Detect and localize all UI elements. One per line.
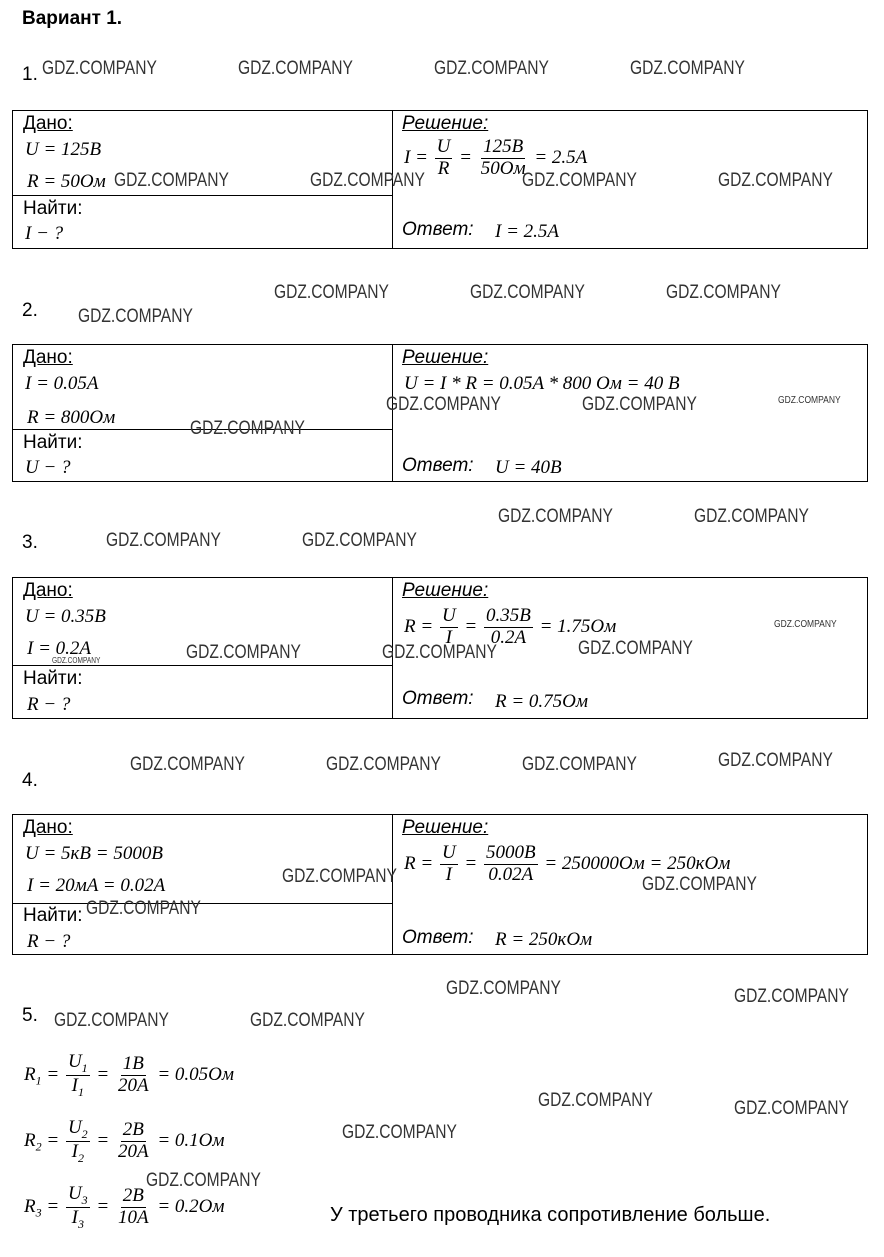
watermark-text: GDZ.COMPANY [250, 1010, 365, 1031]
conclusion-text: У третьего проводника сопротивление больше. [330, 1204, 771, 1226]
watermark-text: GDZ.COMPANY [734, 986, 849, 1007]
given-value: U = 0.35B [25, 606, 106, 627]
watermark-text: GDZ.COMPANY [694, 506, 809, 527]
solution-label: Решение: [402, 113, 489, 134]
solution-formula: U = I * R = 0.05A * 800 Ом = 40 В [404, 373, 680, 394]
answer-label: Ответ: [402, 927, 474, 948]
watermark-text: GDZ.COMPANY [522, 170, 637, 191]
solution-formula: I = $\frac{U}{R}$ = $\frac{125B}{50Ом}$ = 2.5A [404, 136, 588, 179]
watermark-text: GDZ.COMPANY [54, 1010, 169, 1031]
watermark-text: GDZ.COMPANY [386, 394, 501, 415]
find-label: Найти: [23, 198, 83, 219]
answer-label: Ответ: [402, 455, 474, 476]
watermark-text: GDZ.COMPANY [282, 866, 397, 887]
watermark-text: GDZ.COMPANY [522, 754, 637, 775]
watermark-text: GDZ.COMPANY [630, 58, 745, 79]
given-label: Дано: [23, 113, 73, 134]
watermark-text: GDZ.COMPANY [578, 638, 693, 659]
watermark-text: GDZ.COMPANY [274, 282, 389, 303]
problem-5-number: 5. [22, 1005, 38, 1026]
problem-2-number: 2. [22, 300, 38, 321]
formula-r2: $R_2$ = $\frac{U_2}{I_2}$ = $\frac{2B}{20A}$ = 0.1Ом [24, 1117, 225, 1165]
formula-r3: $R_3$ = $\frac{U_3}{I_3}$ = $\frac{2B}{10A}$ = 0.2Ом [24, 1183, 225, 1231]
watermark-text: GDZ.COMPANY [382, 642, 497, 663]
page-title: Вариант 1. [22, 8, 123, 29]
watermark-text: GDZ.COMPANY [186, 642, 301, 663]
find-value: R − ? [27, 694, 71, 715]
given-value: I = 0.05A [25, 373, 99, 394]
watermark-text: GDZ.COMPANY [190, 418, 305, 439]
find-label: Найти: [23, 432, 83, 453]
solution-label: Решение: [402, 817, 489, 838]
watermark-text: GDZ.COMPANY [718, 170, 833, 191]
solution-formula: R = $\frac{U}{I}$ = $\frac{5000B}{0.02A}$ = 250000Ом = 250кОм [404, 842, 731, 885]
watermark-text: GDZ.COMPANY [310, 170, 425, 191]
watermark-text: GDZ.COMPANY [326, 754, 441, 775]
given-label: Дано: [23, 817, 73, 838]
watermark-text: GDZ.COMPANY [106, 530, 221, 551]
find-value: U − ? [25, 457, 71, 478]
given-value: U = 5кB = 5000B [25, 843, 163, 864]
watermark-text: GDZ.COMPANY [498, 506, 613, 527]
answer-label: Ответ: [402, 219, 474, 240]
watermark-text: GDZ.COMPANY [130, 754, 245, 775]
given-value: R = 50Ом [27, 171, 106, 192]
watermark-text: GDZ.COMPANY [114, 170, 229, 191]
watermark-text: GDZ.COMPANY [52, 656, 101, 665]
watermark-text: GDZ.COMPANY [238, 58, 353, 79]
problem-4-number: 4. [22, 770, 38, 791]
watermark-text: GDZ.COMPANY [666, 282, 781, 303]
answer-label: Ответ: [402, 688, 474, 709]
formula-r1: $R_1$ = $\frac{U_1}{I_1}$ = $\frac{1B}{20A}$ = 0.05Ом [24, 1051, 235, 1099]
given-label: Дано: [23, 580, 73, 601]
watermark-text: GDZ.COMPANY [342, 1122, 457, 1143]
watermark-text: GDZ.COMPANY [42, 58, 157, 79]
given-value: R = 800Ом [27, 407, 116, 428]
solution-label: Решение: [402, 347, 489, 368]
answer-value: R = 250кОм [495, 929, 593, 950]
solution-label: Решение: [402, 580, 489, 601]
given-value: I = 0.2A [27, 638, 92, 659]
given-label: Дано: [23, 347, 73, 368]
watermark-text: GDZ.COMPANY [582, 394, 697, 415]
find-value: R − ? [27, 931, 71, 952]
watermark-text: GDZ.COMPANY [434, 58, 549, 79]
watermark-text: GDZ.COMPANY [734, 1098, 849, 1119]
watermark-text: GDZ.COMPANY [146, 1170, 261, 1191]
answer-value: U = 40B [495, 457, 562, 478]
watermark-text: GDZ.COMPANY [774, 619, 837, 630]
watermark-text: GDZ.COMPANY [470, 282, 585, 303]
watermark-text: GDZ.COMPANY [778, 395, 841, 406]
watermark-text: GDZ.COMPANY [302, 530, 417, 551]
watermark-text: GDZ.COMPANY [538, 1090, 653, 1111]
given-value: I = 20мA = 0.02A [27, 875, 166, 896]
watermark-text: GDZ.COMPANY [446, 978, 561, 999]
solution-formula: R = $\frac{U}{I}$ = $\frac{0.35B}{0.2A}$ = 1.75Ом [404, 605, 617, 648]
given-value: U = 125B [25, 139, 102, 160]
answer-value: I = 2.5A [495, 221, 560, 242]
watermark-text: GDZ.COMPANY [718, 750, 833, 771]
watermark-text: GDZ.COMPANY [642, 874, 757, 895]
find-value: I − ? [25, 223, 64, 244]
watermark-text: GDZ.COMPANY [78, 306, 193, 327]
answer-value: R = 0.75Ом [495, 691, 589, 712]
find-label: Найти: [23, 905, 83, 926]
problem-1-number: 1. [22, 64, 38, 85]
problem-3-number: 3. [22, 532, 38, 553]
find-label: Найти: [23, 668, 83, 689]
watermark-text: GDZ.COMPANY [86, 898, 201, 919]
